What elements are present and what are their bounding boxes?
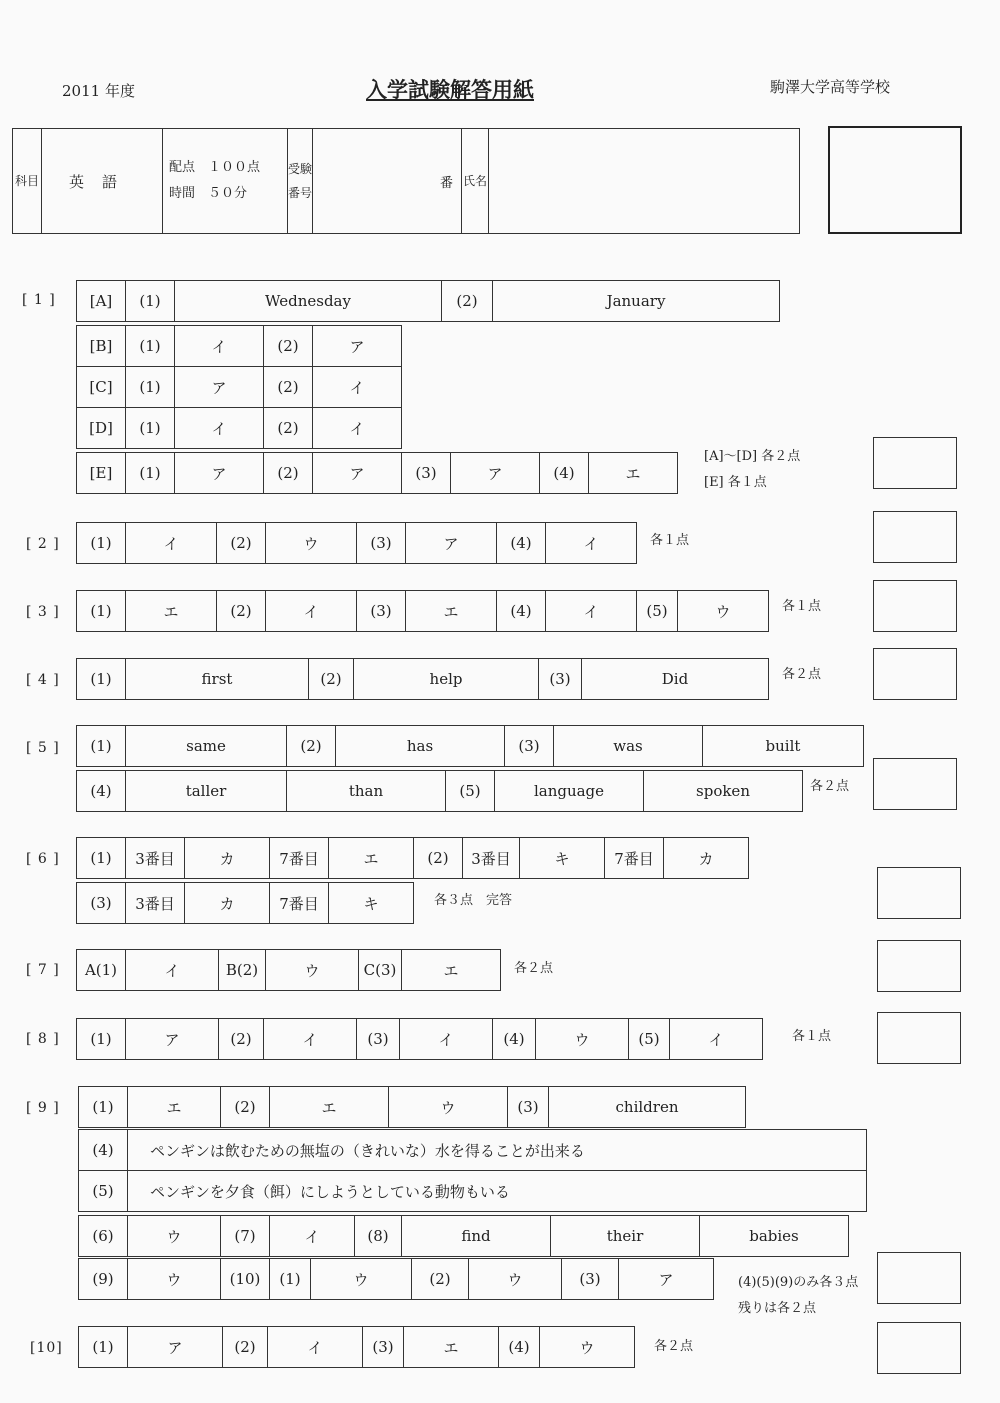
question-number: (2)	[217, 523, 266, 564]
question-number: (4)	[79, 1130, 128, 1171]
answer-cell[interactable]: ア	[175, 453, 264, 494]
question-number: (2)	[219, 1019, 264, 1060]
answer-cell[interactable]: ア	[126, 1019, 219, 1060]
answer-cell[interactable]: ア	[128, 1327, 223, 1368]
answer-cell[interactable]: イ	[266, 591, 357, 632]
question-number: (2)	[264, 326, 313, 367]
answer-cell[interactable]: ア	[619, 1259, 714, 1300]
section-8-points-note: 各１点	[792, 1029, 832, 1044]
answer-cell[interactable]: built	[703, 726, 864, 767]
question-number: (3)	[357, 591, 406, 632]
answer-cell[interactable]: エ	[404, 1327, 499, 1368]
answer-cell[interactable]: キ	[329, 883, 414, 924]
answer-cell[interactable]: ア	[175, 367, 264, 408]
question-number: (5)	[637, 591, 678, 632]
section-7-points-note: 各２点	[514, 961, 554, 976]
question-number: (2)	[217, 591, 266, 632]
section-1-score-box[interactable]	[873, 437, 957, 489]
section-3-score-box[interactable]	[873, 580, 957, 632]
school-name: 駒澤大学高等学校	[770, 78, 891, 96]
exam-year: 2011 年度	[62, 82, 135, 100]
part-a-tag: [A]	[77, 281, 126, 322]
section-9-row-9	[78, 1258, 714, 1300]
answer-cell[interactable]: first	[126, 659, 309, 700]
section-9-row-6	[78, 1215, 849, 1257]
section-6-row-2	[76, 882, 414, 924]
section-9-rows-text	[78, 1129, 867, 1212]
answer-cell[interactable]: ア	[313, 453, 402, 494]
section-1-row-e	[76, 452, 678, 494]
section-5-label: [ 5 ]	[26, 740, 60, 756]
question-number: (1)	[126, 281, 175, 322]
question-number: (3)	[505, 726, 554, 767]
name-label: 氏名	[462, 129, 489, 234]
question-number: (1)	[77, 838, 126, 879]
section-7-row	[76, 949, 501, 991]
answer-cell[interactable]: イ	[313, 408, 402, 449]
question-number: (5)	[446, 771, 495, 812]
subject-label: 科目	[13, 129, 42, 234]
answer-cell[interactable]: ウ	[540, 1327, 635, 1368]
question-number: (1)	[126, 408, 175, 449]
question-number: (2)	[442, 281, 493, 322]
answer-cell[interactable]: children	[549, 1087, 746, 1128]
section-10-points-note: 各２点	[654, 1339, 694, 1354]
answer-cell[interactable]: エ	[270, 1087, 389, 1128]
section-9-row-1	[78, 1086, 746, 1128]
points-time: 配点 １００点 時間 ５０分	[163, 129, 288, 234]
answer-cell[interactable]: イ	[175, 408, 264, 449]
page-title: 入学試験解答用紙	[366, 77, 534, 102]
answer-cell[interactable]: ウ	[389, 1087, 508, 1128]
answer-cell[interactable]: ウ	[311, 1259, 412, 1300]
question-number: (7)	[221, 1216, 270, 1257]
section-4-row	[76, 658, 769, 700]
answer-cell[interactable]: ア	[451, 453, 540, 494]
section-1-rows-bcd	[76, 325, 402, 449]
answer-cell[interactable]: help	[354, 659, 539, 700]
question-number: (2)	[264, 367, 313, 408]
question-number: B(2)	[219, 950, 266, 991]
section-1-label: [ 1 ]	[22, 292, 56, 308]
answer-cell[interactable]: ペンギンは飲むための無塩の（きれいな）水を得ることが出来る	[128, 1130, 867, 1171]
section-4-score-box[interactable]	[873, 648, 957, 700]
order-label: 3番目	[463, 838, 520, 879]
section-5-row-2	[76, 770, 803, 812]
question-number: (1)	[77, 1019, 126, 1060]
answer-cell[interactable]: カ	[185, 838, 270, 879]
order-label: 7番目	[270, 838, 329, 879]
answer-cell[interactable]: ウ	[128, 1216, 221, 1257]
answer-cell[interactable]: エ	[128, 1087, 221, 1128]
section-5-score-box[interactable]	[873, 758, 957, 810]
section-2-score-box[interactable]	[873, 511, 957, 563]
question-number: (3)	[539, 659, 582, 700]
order-label: 3番目	[126, 838, 185, 879]
ban-label: 番	[439, 175, 453, 191]
answer-cell[interactable]: ウ	[128, 1259, 221, 1300]
question-number: C(3)	[359, 950, 402, 991]
question-number: (4)	[497, 591, 546, 632]
section-8-label: [ 8 ]	[26, 1031, 60, 1047]
question-number: (6)	[79, 1216, 128, 1257]
order-label: 7番目	[270, 883, 329, 924]
question-number: (2)	[309, 659, 354, 700]
answer-cell[interactable]: イ	[400, 1019, 493, 1060]
question-number: (1)	[126, 326, 175, 367]
question-number: (10)	[221, 1259, 270, 1300]
section-3-row	[76, 590, 769, 632]
question-number: (8)	[355, 1216, 402, 1257]
answer-cell[interactable]: taller	[126, 771, 287, 812]
question-number: (2)	[223, 1327, 268, 1368]
section-4-label: [ 4 ]	[26, 672, 60, 688]
total-score-box[interactable]	[828, 126, 962, 234]
section-2-label: [ 2 ]	[26, 536, 60, 552]
question-number: (4)	[77, 771, 126, 812]
answer-cell[interactable]: ウ	[266, 950, 359, 991]
section-6-score-box[interactable]	[877, 867, 961, 919]
answer-cell[interactable]: babies	[700, 1216, 849, 1257]
answer-cell[interactable]: イ	[270, 1216, 355, 1257]
answer-cell[interactable]: ウ	[266, 523, 357, 564]
answer-cell[interactable]: イ	[175, 326, 264, 367]
question-number: (2)	[264, 408, 313, 449]
answer-cell[interactable]: イ	[268, 1327, 363, 1368]
answer-cell[interactable]: カ	[664, 838, 749, 879]
answer-cell[interactable]: エ	[329, 838, 414, 879]
section-3-label: [ 3 ]	[26, 604, 60, 620]
section-8-row	[76, 1018, 763, 1060]
order-label: 3番目	[126, 883, 185, 924]
answer-cell[interactable]: イ	[546, 591, 637, 632]
answer-cell[interactable]: same	[126, 726, 287, 767]
question-number: (2)	[287, 726, 336, 767]
question-number: (1)	[77, 659, 126, 700]
section-6-row-1	[76, 837, 749, 879]
answer-cell[interactable]: イ	[546, 523, 637, 564]
section-6-label: [ 6 ]	[26, 851, 60, 867]
section-7-label: [ 7 ]	[26, 962, 60, 978]
section-10-row	[78, 1326, 635, 1368]
section-10-score-box[interactable]	[877, 1322, 961, 1374]
question-number: (3)	[402, 453, 451, 494]
section-9-label: [ 9 ]	[26, 1100, 60, 1116]
exam-number-label: 受験番号	[288, 129, 313, 234]
answer-cell[interactable]: was	[554, 726, 703, 767]
exam-info-table	[12, 128, 800, 234]
answer-cell[interactable]: ペンギンを夕食（餌）にしようとしている動物もいる	[128, 1171, 867, 1212]
answer-cell[interactable]: イ	[126, 950, 219, 991]
answer-cell[interactable]: spoken	[644, 771, 803, 812]
answer-cell[interactable]: than	[287, 771, 446, 812]
question-number: (4)	[497, 523, 546, 564]
section-3-points-note: 各１点	[782, 599, 822, 614]
question-number: (2)	[264, 453, 313, 494]
part-b-tag: [B]	[77, 326, 126, 367]
question-number: (1)	[79, 1087, 128, 1128]
question-number: (4)	[499, 1327, 540, 1368]
answer-cell[interactable]: エ	[402, 950, 501, 991]
section-1-row-a	[76, 280, 780, 322]
section-9-points-note: (4)(5)(9)のみ各３点 残りは各２点	[738, 1275, 859, 1316]
answer-cell[interactable]: エ	[126, 591, 217, 632]
answer-cell[interactable]: イ	[670, 1019, 763, 1060]
answer-cell[interactable]: has	[336, 726, 505, 767]
section-10-label: [10]	[30, 1340, 63, 1356]
question-number: (2)	[221, 1087, 270, 1128]
order-label: 7番目	[605, 838, 664, 879]
question-number: A(1)	[77, 950, 126, 991]
answer-cell[interactable]: ウ	[469, 1259, 562, 1300]
question-number: (1)	[126, 453, 175, 494]
answer-cell[interactable]: language	[495, 771, 644, 812]
section-6-points-note: 各３点 完答	[434, 893, 513, 908]
section-1-points-note: [A]〜[D] 各２点 [E] 各１点	[704, 449, 801, 490]
answer-cell[interactable]: イ	[313, 367, 402, 408]
part-c-tag: [C]	[77, 367, 126, 408]
question-number: (5)	[79, 1171, 128, 1212]
question-number: (4)	[540, 453, 589, 494]
answer-cell[interactable]: Wednesday	[175, 281, 442, 322]
section-9-score-box[interactable]	[877, 1252, 961, 1304]
question-number: (3)	[562, 1259, 619, 1300]
question-number: (1)	[270, 1259, 311, 1300]
answer-cell[interactable]: ア	[406, 523, 497, 564]
subject-name: 英語	[42, 129, 163, 234]
answer-cell[interactable]: エ	[406, 591, 497, 632]
answer-cell[interactable]: イ	[264, 1019, 357, 1060]
name-field[interactable]	[489, 129, 800, 234]
question-number: (4)	[493, 1019, 536, 1060]
section-8-score-box[interactable]	[877, 1012, 961, 1064]
section-5-row-1	[76, 725, 864, 767]
section-4-points-note: 各２点	[782, 667, 822, 682]
question-number: (2)	[414, 838, 463, 879]
question-number: (1)	[126, 367, 175, 408]
answer-cell[interactable]: キ	[520, 838, 605, 879]
answer-cell[interactable]: find	[402, 1216, 551, 1257]
question-number: (2)	[412, 1259, 469, 1300]
section-5-points-note: 各２点	[810, 779, 850, 794]
answer-cell[interactable]: ウ	[536, 1019, 629, 1060]
part-e-tag: [E]	[77, 453, 126, 494]
part-d-tag: [D]	[77, 408, 126, 449]
answer-cell[interactable]: ウ	[678, 591, 769, 632]
question-number: (1)	[79, 1327, 128, 1368]
question-number: (3)	[77, 883, 126, 924]
question-number: (1)	[77, 523, 126, 564]
section-2-points-note: 各１点	[650, 533, 690, 548]
question-number: (3)	[357, 523, 406, 564]
question-number: (1)	[77, 591, 126, 632]
section-2-row	[76, 522, 637, 564]
question-number: (3)	[508, 1087, 549, 1128]
exam-number-field[interactable]	[313, 129, 462, 234]
question-number: (1)	[77, 726, 126, 767]
question-number: (3)	[357, 1019, 400, 1060]
section-7-score-box[interactable]	[877, 940, 961, 992]
answer-cell[interactable]: January	[493, 281, 780, 322]
answer-cell[interactable]: カ	[185, 883, 270, 924]
question-number: (9)	[79, 1259, 128, 1300]
answer-cell[interactable]: イ	[126, 523, 217, 564]
answer-cell[interactable]: Did	[582, 659, 769, 700]
question-number: (3)	[363, 1327, 404, 1368]
answer-cell[interactable]: ア	[313, 326, 402, 367]
answer-cell[interactable]: エ	[589, 453, 678, 494]
answer-cell[interactable]: their	[551, 1216, 700, 1257]
question-number: (5)	[629, 1019, 670, 1060]
